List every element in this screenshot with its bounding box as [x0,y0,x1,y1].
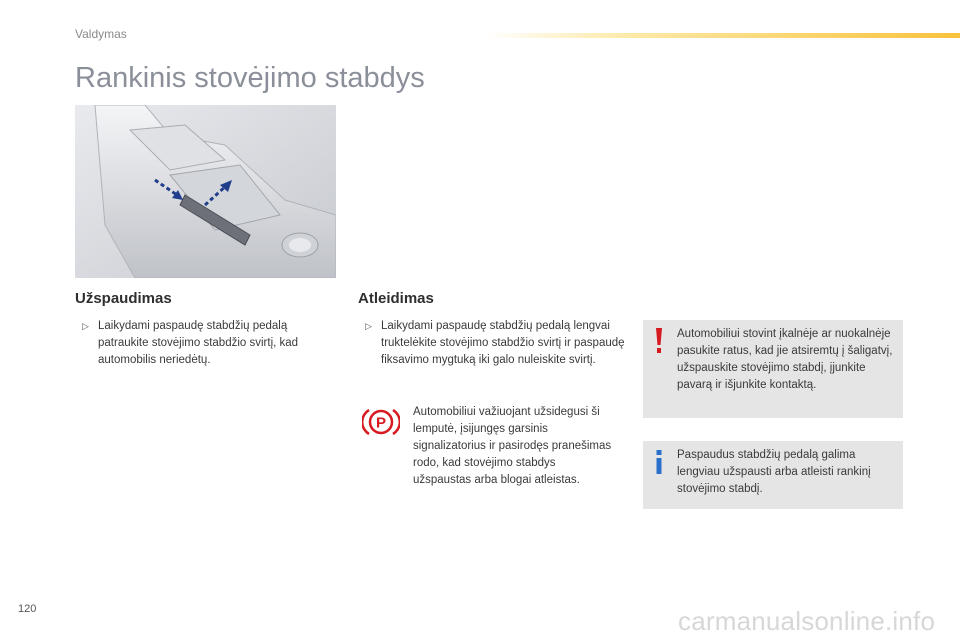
warning-text: Automobiliui stovint įkalnėje ar nuokalnėje pasukite ratus, kad jie atsiremtų į šaligatvį, užspauskite stovėjimo stabdį, įjunkite pavarą ir išjunkite kontaktą. [677,328,893,391]
bullet-triangle-icon: ▷ [365,321,372,331]
release-instruction [365,318,626,369]
apply-heading: Užspaudimas [75,290,172,307]
info-text: Paspaudus stabdžių pedalą galima lengviau užspausti arba atleisti rankinį stovėjimo stabdį. [677,449,871,495]
page-title: Rankinis stovėjimo stabdys [75,62,425,94]
watermark: carmanualsonline.info [678,606,936,636]
svg-text:P: P [375,414,387,432]
header-accent-bar [485,33,960,38]
parking-brake-warning-icon [362,407,400,437]
handbrake-illustration [75,105,336,278]
release-instruction-text: Laikydami paspaudę stabdžių pedalą lengvai truktelėkite stovėjimo stabdžio svirtį ir paspaudę fiksavimo mygtuką iki galo nuleiskite svirtį. [381,320,625,366]
indicator-description: Automobiliui važiuojant užsidegusi ši lemputė, įsijungęs garsinis signalizatorius ir pasirodęs pranešimas rodo, kad stovėjimo stabdys užspaustas arba blogai atleistas. [413,406,612,486]
apply-instruction-text: Laikydami paspaudę stabdžių pedalą patraukite stovėjimo stabdžio svirtį, kad automobilis neriedėtų. [98,320,299,366]
exclamation-icon [655,328,663,354]
warning-box [643,320,903,418]
info-icon [655,450,663,474]
apply-instruction [82,318,328,369]
info-box [643,441,903,509]
section-label: Valdymas [75,27,127,41]
bullet-triangle-icon: ▷ [82,321,89,331]
page-number: 120 [18,603,37,615]
release-heading: Atleidimas [358,290,434,307]
